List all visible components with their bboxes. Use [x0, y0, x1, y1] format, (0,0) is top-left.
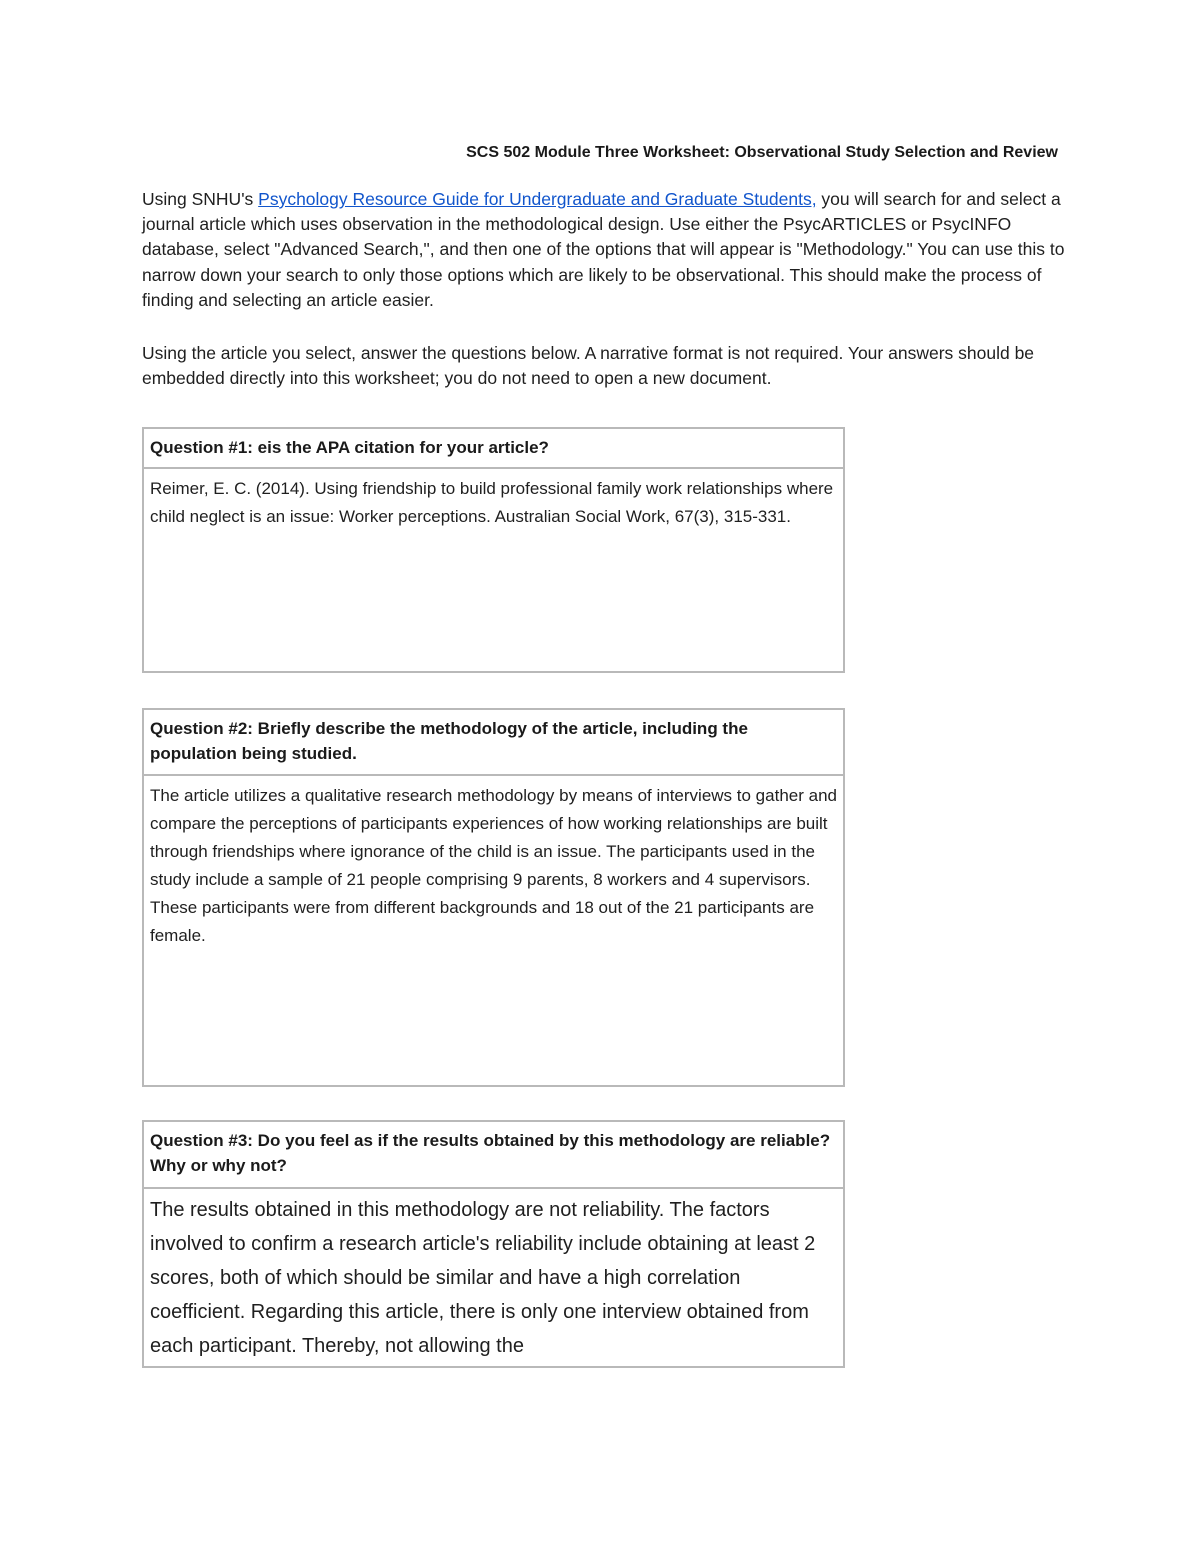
- question-2-box: [142, 708, 845, 1087]
- question-1-answer[interactable]: Reimer, E. C. (2014). Using friendship to build professional family work relationships where child neglect is an issue: Worker perceptions. Australian Social Work, 67(3), 315-331.: [150, 479, 834, 526]
- question-3-answer[interactable]: The results obtained in this methodology are not reliability. The factors involved to confirm a research article's reliability include obtaining at least 2 scores, both of which should be similar and have a high correlation coefficient. Regarding this article, there is only one interview obtained from each participant. Thereby, not allowing the: [150, 1199, 816, 1357]
- question-1-label: Question #1: eis the APA citation for your article?: [144, 429, 843, 469]
- question-2-answer[interactable]: The article utilizes a qualitative research methodology by means of interviews to gather and compare the perceptions of participants experiences of how working relationships are built through friendships where ignorance of the child is an issue. The participants used in the study include a sample of 21 people comprising 9 parents, 8 workers and 4 supervisors. These participants were from different backgrounds and 18 out of the 21 participants are female.: [150, 786, 837, 945]
- question-2-label: Question #2: Briefly describe the methodology of the article, including the population being studied.: [144, 710, 843, 776]
- instructions-paragraph-1: [142, 187, 1072, 313]
- psychology-resource-guide-link[interactable]: Psychology Resource Guide for Undergraduate and Graduate Students,: [258, 189, 817, 209]
- question-3-label: Question #3: Do you feel as if the results obtained by this methodology are reliable? Why or why not?: [144, 1122, 843, 1189]
- instructions-body-text: you will search for and select a journal article which uses observation in the methodological design. Use either the PsycARTICLES or PsycINFO database, select "Advanced Search,", and then one of the options that will appear is "Methodology." You can use this to narrow down your search to only those options which are likely to be observational. This should make the process of finding and selecting an article easier.: [142, 189, 1065, 310]
- question-1-box: [142, 427, 845, 673]
- instructions-paragraph-2: Using the article you select, answer the questions below. A narrative format is not required. Your answers should be embedded directly into this worksheet; you do not need to open a new document.: [142, 343, 1035, 389]
- worksheet-title: SCS 502 Module Three Worksheet: Observational Study Selection and Review: [466, 144, 1058, 161]
- question-3-box: [142, 1120, 845, 1368]
- instructions-lead-text: Using SNHU's: [142, 189, 259, 209]
- instructions: [142, 187, 1072, 391]
